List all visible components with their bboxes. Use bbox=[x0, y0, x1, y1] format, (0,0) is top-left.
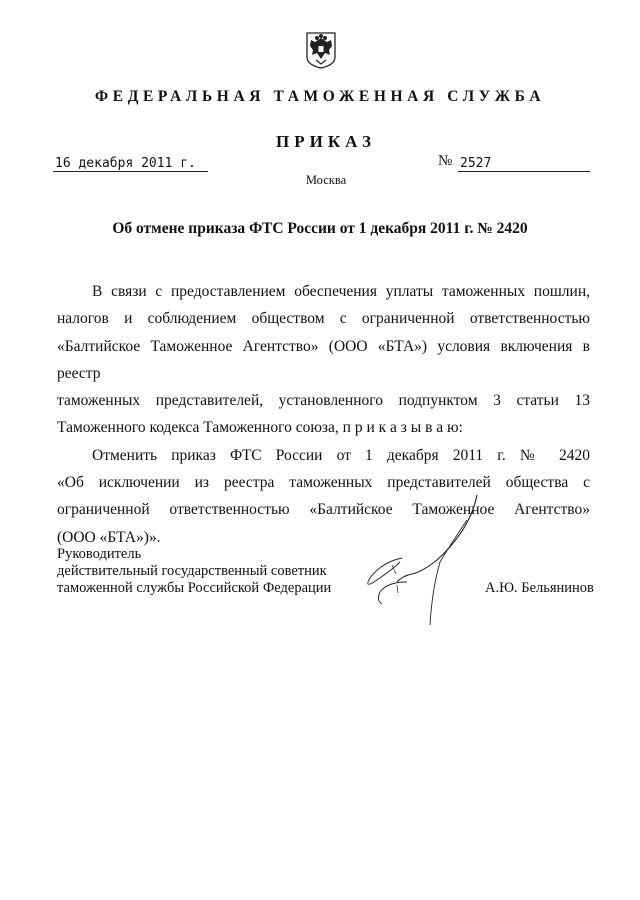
document-type: ПРИКАЗ bbox=[276, 132, 376, 151]
number-sign: № bbox=[438, 153, 453, 169]
order-date: 16 декабря 2011 г. bbox=[53, 157, 208, 172]
coat-of-arms-icon bbox=[305, 31, 337, 69]
order-number: 2527 bbox=[458, 157, 590, 172]
body-line: Отменить приказ ФТС России от 1 декабря 2011 г. № 2420 bbox=[92, 446, 590, 464]
city: Москва bbox=[305, 173, 347, 187]
body-line: налогов и соблюдением обществом с ограниченной ответственностью bbox=[57, 310, 590, 328]
body-line: Таможенного кодекса Таможенного союза, п р и к а з ы в а ю: bbox=[57, 419, 463, 437]
body-line: (ООО «БТА»)». bbox=[57, 528, 161, 546]
body-line: «Об исключении из реестра таможенных представителей общества с bbox=[57, 474, 590, 492]
order-body bbox=[57, 278, 590, 551]
signatory-title-line: Руководитель bbox=[57, 546, 142, 562]
body-line: таможенных представителей, установленного подпунктом 3 статьи 13 bbox=[57, 392, 590, 410]
order-subject: Об отмене приказа ФТС России от 1 декабря 2011 г. № 2420 bbox=[112, 220, 528, 237]
body-line: «Балтийское Таможенное Агентство» (ООО «БТА») условия включения в реестр bbox=[57, 337, 590, 382]
body-line: В связи с предоставлением обеспечения уплаты таможенных пошлин, bbox=[92, 283, 590, 300]
body-line: ограниченной ответственностью «Балтийское Таможенное Агентство» bbox=[57, 501, 590, 519]
signatory-title-line: действительный государственный советник bbox=[57, 563, 327, 579]
signatory-title bbox=[57, 546, 331, 597]
signatory-name: А.Ю. Бельянинов bbox=[485, 580, 594, 596]
handwritten-signature-icon bbox=[352, 490, 492, 630]
signatory-title-line: таможенной службы Российской Федерации bbox=[57, 580, 332, 596]
agency-name: ФЕДЕРАЛЬНАЯ ТАМОЖЕННАЯ СЛУЖБА bbox=[94, 88, 546, 105]
